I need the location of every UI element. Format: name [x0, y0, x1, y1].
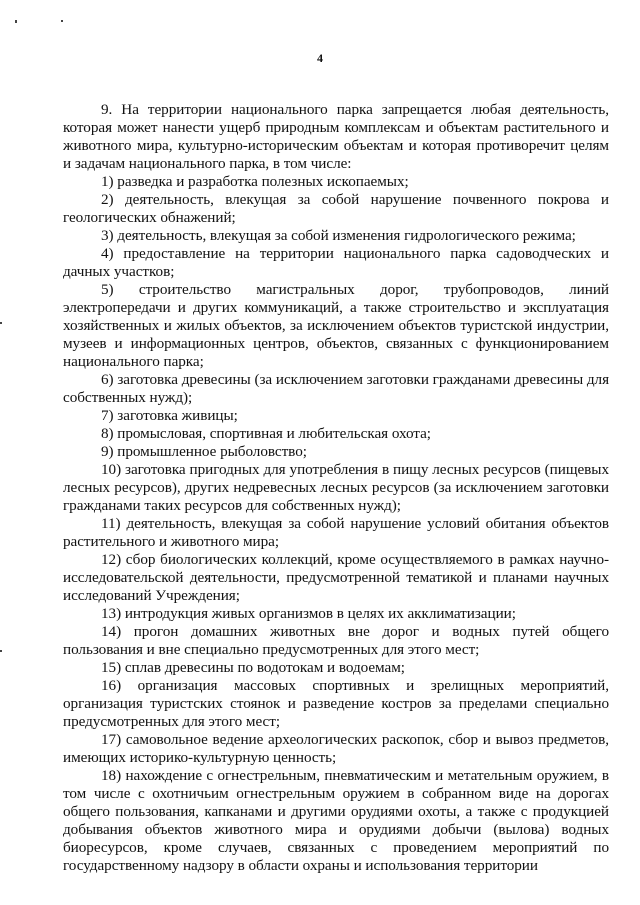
list-item: 4) предоставление на территории национального парка садоводческих и дачных участков; — [63, 245, 609, 280]
document-body — [63, 101, 609, 875]
list-item: 2) деятельность, влекущая за собой нарушение почвенного покрова и геологических обнажений; — [63, 191, 609, 226]
list-item: 15) сплав древесины по водотокам и водоемам; — [101, 659, 405, 676]
list-item: 6) заготовка древесины (за исключением заготовки гражданами древесины для собственных нужд); — [63, 371, 609, 406]
list-item: 1) разведка и разработка полезных ископаемых; — [101, 173, 409, 190]
scan-speck — [0, 322, 2, 324]
list-item: 18) нахождение с огнестрельным, пневматическим и метательным оружием, в том числе с охотничьим огнестрельным оружием в собранном виде на дорогах общего пользования, капканами и другими орудиями охоты, а также с продукцией добывания объектов животного мира и орудиями добычи (вылова) водных биоресурсов, кроме случаев, связанных с проведением мероприятий по государственному надзору в области охраны и использования территории — [63, 767, 609, 874]
paragraph: 9. На территории национального парка запрещается любая деятельность, которая может нанести ущерб природным комплексам и объектам растительного и животного мира, культурно-историческим объектам и которая противоречит целям и задачам национального парка, в том числе: — [63, 101, 609, 172]
list-item: 13) интродукция живых организмов в целях их акклиматизации; — [101, 605, 516, 622]
scan-speck — [61, 20, 63, 22]
list-item: 7) заготовка живицы; — [101, 407, 238, 424]
list-item: 5) строительство магистральных дорог, трубопроводов, линий электропередачи и других коммуникаций, а также строительство и эксплуатация хозяйственных и жилых объектов, за исключением объектов туристской индустрии, музеев и информационных центров, объектов, связанных с функционированием национального парка; — [63, 281, 609, 370]
list-item: 9) промышленное рыболовство; — [101, 443, 307, 460]
list-item: 12) сбор биологических коллекций, кроме осуществляемого в рамках научно-исследовательской деятельности, предусмотренной тематикой и планами научных исследований Учреждения; — [63, 551, 609, 604]
list-item: 11) деятельность, влекущая за собой нарушение условий обитания объектов растительного и животного мира; — [63, 515, 609, 550]
scan-speck — [0, 650, 2, 652]
list-item: 8) промысловая, спортивная и любительская охота; — [101, 425, 431, 442]
list-item: 10) заготовка пригодных для употребления в пищу лесных ресурсов (пищевых лесных ресурсов), других недревесных лесных ресурсов (за исключением заготовки гражданами таких ресурсов для собственных нужд); — [63, 461, 609, 514]
page-number: 4 — [317, 51, 323, 65]
list-item: 14) прогон домашних животных вне дорог и водных путей общего пользования и вне специально предусмотренных для этого мест; — [63, 623, 609, 658]
scan-speck — [15, 20, 17, 23]
list-item: 3) деятельность, влекущая за собой изменения гидрологического режима; — [101, 227, 576, 244]
list-item: 16) организация массовых спортивных и зрелищных мероприятий, организация туристских стоянок и разведение костров за пределами специально предусмотренных для этого мест; — [63, 677, 609, 730]
list-item: 17) самовольное ведение археологических раскопок, сбор и вывоз предметов, имеющих историко-культурную ценность; — [63, 731, 609, 766]
